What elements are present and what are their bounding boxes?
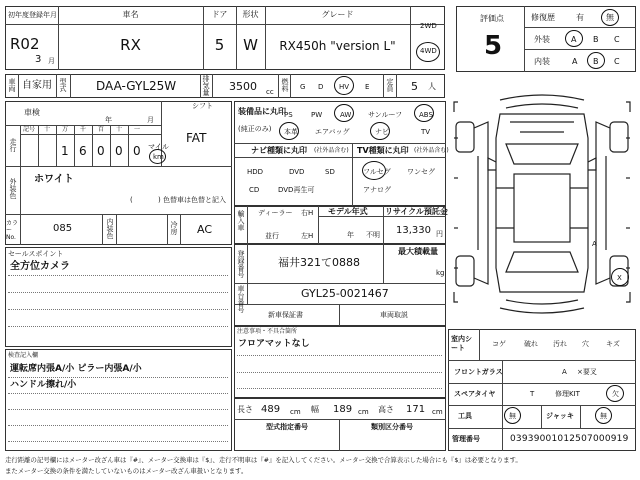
drive-2wd: 2WD bbox=[420, 22, 437, 30]
color-no-label: カラーNo. bbox=[6, 220, 19, 241]
mgmt-label: 管理番号 bbox=[452, 435, 480, 443]
exterior-grade-c: C bbox=[614, 35, 620, 44]
color-no-value: 085 bbox=[53, 223, 73, 234]
remarks-line-1: フロアマットなし bbox=[238, 339, 310, 349]
equip-abs: ABS bbox=[419, 111, 433, 119]
max-load-label: 最大積載量 bbox=[398, 247, 438, 256]
digit-divider bbox=[128, 125, 129, 166]
displacement-label: 排気量 bbox=[202, 75, 210, 96]
navi-sd: SD bbox=[325, 168, 335, 176]
exterior-grade-b: B bbox=[593, 35, 599, 44]
model-year-value: 不明 bbox=[366, 231, 380, 239]
footer-note-2: またメーター交換の条件を満たしていないものはメーター改ざん車扱いとなります。 bbox=[5, 467, 248, 475]
tv-analog: アナログ bbox=[363, 186, 391, 194]
footer-note-1: 走行距離の記号欄にはメーター改ざん車は『#』、メーター交換車は『$』、走行不明車は『#』を記入してください。メーター交換で合算表示した場合にも『$』は必要となります。 bbox=[5, 456, 522, 464]
first-reg-year: R02 bbox=[10, 35, 40, 53]
displacement-unit: cc bbox=[266, 88, 274, 96]
sales-point-line-1: 全方位カメラ bbox=[10, 261, 70, 272]
tv-note: (社外品含む) bbox=[414, 147, 449, 154]
drive-4wd-circle bbox=[416, 42, 440, 62]
equip-navi: ナビ bbox=[375, 128, 389, 136]
fuel-d: D bbox=[318, 83, 324, 91]
use-value: 自家用 bbox=[22, 80, 52, 91]
height-unit: cm bbox=[432, 408, 443, 416]
shift-value: FAT bbox=[186, 131, 207, 145]
exterior-grade-label: 外装 bbox=[534, 35, 550, 44]
fuel-hv: HV bbox=[339, 83, 350, 91]
tv-title: TV種類に丸印 bbox=[357, 146, 409, 155]
interior-grade-c: C bbox=[614, 57, 620, 66]
jack-none-circle bbox=[595, 407, 612, 424]
digit-header: 千 bbox=[80, 126, 87, 133]
import-dealer: ディーラー bbox=[258, 209, 293, 217]
inspection-label: 車検 bbox=[24, 108, 40, 117]
spare-label: スペアタイヤ bbox=[454, 390, 496, 398]
chassis-label: 車台番号 bbox=[237, 285, 245, 313]
ac-label: 冷房 bbox=[170, 221, 178, 235]
digit-header: 十 bbox=[116, 126, 123, 133]
exterior-grade-a: A bbox=[571, 35, 577, 44]
digit-header: 十 bbox=[44, 126, 51, 133]
score-label: 評価点 bbox=[480, 14, 504, 23]
model-year-unit: 年 bbox=[347, 231, 354, 239]
equip-abs-circle bbox=[414, 104, 434, 122]
digit-divider bbox=[38, 125, 39, 166]
equipment-subtitle: (純正のみ) bbox=[238, 125, 272, 133]
repair-yes: 有 bbox=[576, 13, 584, 22]
capacity-unit: 人 bbox=[428, 82, 436, 91]
digit-header: 一 bbox=[134, 126, 141, 133]
capacity-value: 5 bbox=[411, 80, 418, 93]
car-name: RX bbox=[120, 36, 141, 54]
class-no-label: 類別区分番号 bbox=[371, 423, 413, 431]
tv-fullseg-circle bbox=[362, 161, 386, 180]
interior-b-circle bbox=[587, 52, 605, 69]
equip-pw: PW bbox=[311, 111, 323, 119]
mileage-digit: 6 bbox=[79, 144, 87, 158]
score-value: 5 bbox=[484, 31, 503, 61]
seat-opt-koge: コゲ bbox=[492, 340, 506, 348]
name-label: 車名 bbox=[122, 10, 139, 19]
import-left-h: 左H bbox=[301, 232, 314, 240]
fuel-hv-circle bbox=[334, 76, 354, 95]
exterior-color-label: 外装色 bbox=[9, 178, 17, 199]
diagram-mark-x: X bbox=[617, 274, 622, 282]
navi-cd: CD bbox=[249, 186, 260, 194]
recycle-unit: 円 bbox=[436, 230, 443, 238]
shape-label: 形状 bbox=[242, 10, 259, 19]
exterior-note-close: ) 色替車は色替と記入 bbox=[158, 196, 226, 204]
diagram-mark-x-circle bbox=[611, 268, 629, 286]
warranty-label: 新車保証書 bbox=[268, 311, 303, 319]
import-parallel: 並行 bbox=[265, 232, 279, 240]
mileage-digit: 0 bbox=[97, 144, 105, 158]
km-label: km bbox=[153, 153, 164, 161]
glass-label: フロントガラス bbox=[454, 368, 503, 376]
inspector-line-2: ハンドル擦れ/小 bbox=[10, 380, 77, 390]
drive-4wd: 4WD bbox=[420, 47, 437, 55]
fuel-e: E bbox=[365, 83, 370, 91]
mileage-digit: 1 bbox=[61, 144, 69, 158]
fuel-g: G bbox=[300, 83, 306, 91]
type-no-label: 型式指定番号 bbox=[266, 423, 308, 431]
first-reg-month-unit: 月 bbox=[48, 57, 55, 65]
mgmt-number: 03939001012507000919 bbox=[510, 434, 629, 444]
capacity-label: 定員 bbox=[386, 78, 394, 92]
jack-value: 無 bbox=[600, 412, 607, 420]
max-load-unit: kg bbox=[436, 269, 445, 277]
mileage-label: 走行 bbox=[9, 138, 17, 152]
mileage-digit: 0 bbox=[115, 144, 123, 158]
interior-color-label: 内装色 bbox=[106, 218, 114, 239]
tv-oneseg: ワンセグ bbox=[407, 168, 435, 176]
car-damage-diagram bbox=[448, 78, 636, 328]
length-unit: cm bbox=[290, 408, 301, 416]
tools-none-circle bbox=[504, 407, 521, 424]
seat-label: 室内シート bbox=[451, 335, 472, 352]
manual-label: 車両取説 bbox=[380, 311, 408, 319]
seat-opt-tear: 破れ bbox=[524, 340, 538, 348]
exterior-note-open: ( bbox=[130, 196, 133, 204]
width-value: 189 bbox=[333, 404, 353, 415]
digit-header: 記号 bbox=[23, 126, 36, 133]
tv-fullseg: フルセグ bbox=[363, 168, 391, 176]
equip-ps: PS bbox=[284, 111, 293, 119]
seat-opt-hole: 穴 bbox=[582, 340, 589, 348]
shape-value: W bbox=[243, 36, 258, 54]
digit-divider bbox=[56, 125, 57, 166]
inspection-year-unit: 年 bbox=[105, 116, 112, 124]
height-label: 高さ bbox=[378, 405, 394, 414]
equip-tv: TV bbox=[421, 128, 431, 136]
model-label: 型式 bbox=[59, 78, 67, 92]
seat-opt-dirt: 汚れ bbox=[553, 340, 567, 348]
mileage-digit: 0 bbox=[133, 144, 141, 158]
jack-label: ジャッキ bbox=[546, 412, 574, 420]
diagram-mark-a: A bbox=[592, 240, 597, 248]
displacement-value: 3500 bbox=[229, 80, 257, 93]
length-value: 489 bbox=[261, 404, 281, 415]
registration-number: 福井321て0888 bbox=[278, 256, 360, 269]
interior-grade-a: A bbox=[572, 57, 578, 66]
width-unit: cm bbox=[358, 408, 369, 416]
equip-leather: 本革 bbox=[284, 128, 298, 136]
import-right-h: 右H bbox=[301, 209, 314, 217]
digit-divider bbox=[110, 125, 111, 166]
doors-value: 5 bbox=[214, 36, 225, 54]
spare-missing-circle bbox=[606, 385, 624, 402]
chassis-number: GYL25-0021467 bbox=[301, 287, 389, 300]
model-value: DAA-GYL25W bbox=[96, 79, 177, 93]
seat-opt-scratch: キズ bbox=[606, 340, 620, 348]
remarks-label: 注意事項・不具合箇所 bbox=[237, 328, 298, 335]
shift-label: シフト bbox=[192, 102, 213, 110]
tools-value: 無 bbox=[509, 412, 516, 420]
spare-opt-missing: 欠 bbox=[612, 390, 619, 398]
repair-no-circle bbox=[601, 9, 619, 26]
equipment-title: 装備品に丸印 bbox=[238, 107, 286, 116]
exterior-a-circle bbox=[565, 30, 583, 47]
digit-divider bbox=[92, 125, 93, 166]
vehicle-row bbox=[5, 74, 445, 98]
recycle-label: リサイクル預託金 bbox=[385, 207, 448, 216]
grade-value: RX450h "version L" bbox=[279, 39, 396, 53]
first-reg-label: 初年度登録年月 bbox=[8, 11, 57, 19]
navi-note: (社外品含む) bbox=[314, 147, 349, 154]
km-circle bbox=[149, 149, 166, 164]
model-year-label: モデル年式 bbox=[328, 207, 368, 216]
navi-dvd-play: DVD再生可 bbox=[278, 186, 315, 194]
length-label: 長さ bbox=[237, 405, 253, 414]
repair-no: 無 bbox=[606, 13, 614, 22]
equip-navi-circle bbox=[370, 122, 390, 140]
inspection-month-unit: 月 bbox=[147, 116, 154, 124]
inspector-label: 検査記入欄 bbox=[8, 352, 39, 359]
fuel-label: 燃料 bbox=[281, 78, 289, 92]
recycle-value: 13,330 bbox=[396, 225, 431, 236]
tools-label: 工具 bbox=[458, 412, 472, 420]
digit-header: 万 bbox=[62, 126, 69, 133]
spare-opt-t: T bbox=[530, 390, 535, 398]
import-label: 輸入車 bbox=[237, 210, 245, 231]
grade-label: グレード bbox=[321, 10, 354, 19]
digit-divider bbox=[74, 125, 75, 166]
doors-label: ドア bbox=[211, 10, 228, 19]
first-reg-month: 3 bbox=[35, 54, 42, 65]
navi-dvd: DVD bbox=[289, 168, 305, 176]
registration-label: 登録番号 bbox=[237, 250, 245, 278]
inspector-line-1: 運転席内張A/小 ピラー内張A/小 bbox=[10, 364, 142, 374]
equip-sunroof: サンルーフ bbox=[368, 111, 403, 119]
navi-hdd: HDD bbox=[247, 168, 264, 176]
spare-opt-kit: 修理KIT bbox=[555, 390, 580, 398]
width-label: 幅 bbox=[311, 405, 319, 414]
height-value: 171 bbox=[406, 404, 426, 415]
ac-value: AC bbox=[197, 223, 213, 236]
digit-header: 百 bbox=[98, 126, 105, 133]
interior-grade-b: B bbox=[593, 57, 599, 66]
sales-point-label: セールスポイント bbox=[8, 250, 64, 258]
equip-leather-circle bbox=[279, 122, 299, 140]
mile-label: マイル bbox=[148, 143, 169, 151]
use-label: 車両 bbox=[8, 78, 16, 92]
equip-airbag: エアバッグ bbox=[315, 128, 350, 136]
navi-title: ナビ種類に丸印 bbox=[251, 146, 307, 155]
repair-label: 修復歴 bbox=[531, 13, 555, 22]
interior-grade-label: 内装 bbox=[534, 57, 550, 66]
equip-aw: AW bbox=[340, 111, 352, 119]
glass-opt-x: ×要叉 bbox=[577, 368, 597, 376]
equip-aw-circle bbox=[334, 104, 354, 122]
exterior-color-value: ホワイト bbox=[34, 174, 74, 185]
glass-opt-a: A bbox=[562, 368, 567, 376]
